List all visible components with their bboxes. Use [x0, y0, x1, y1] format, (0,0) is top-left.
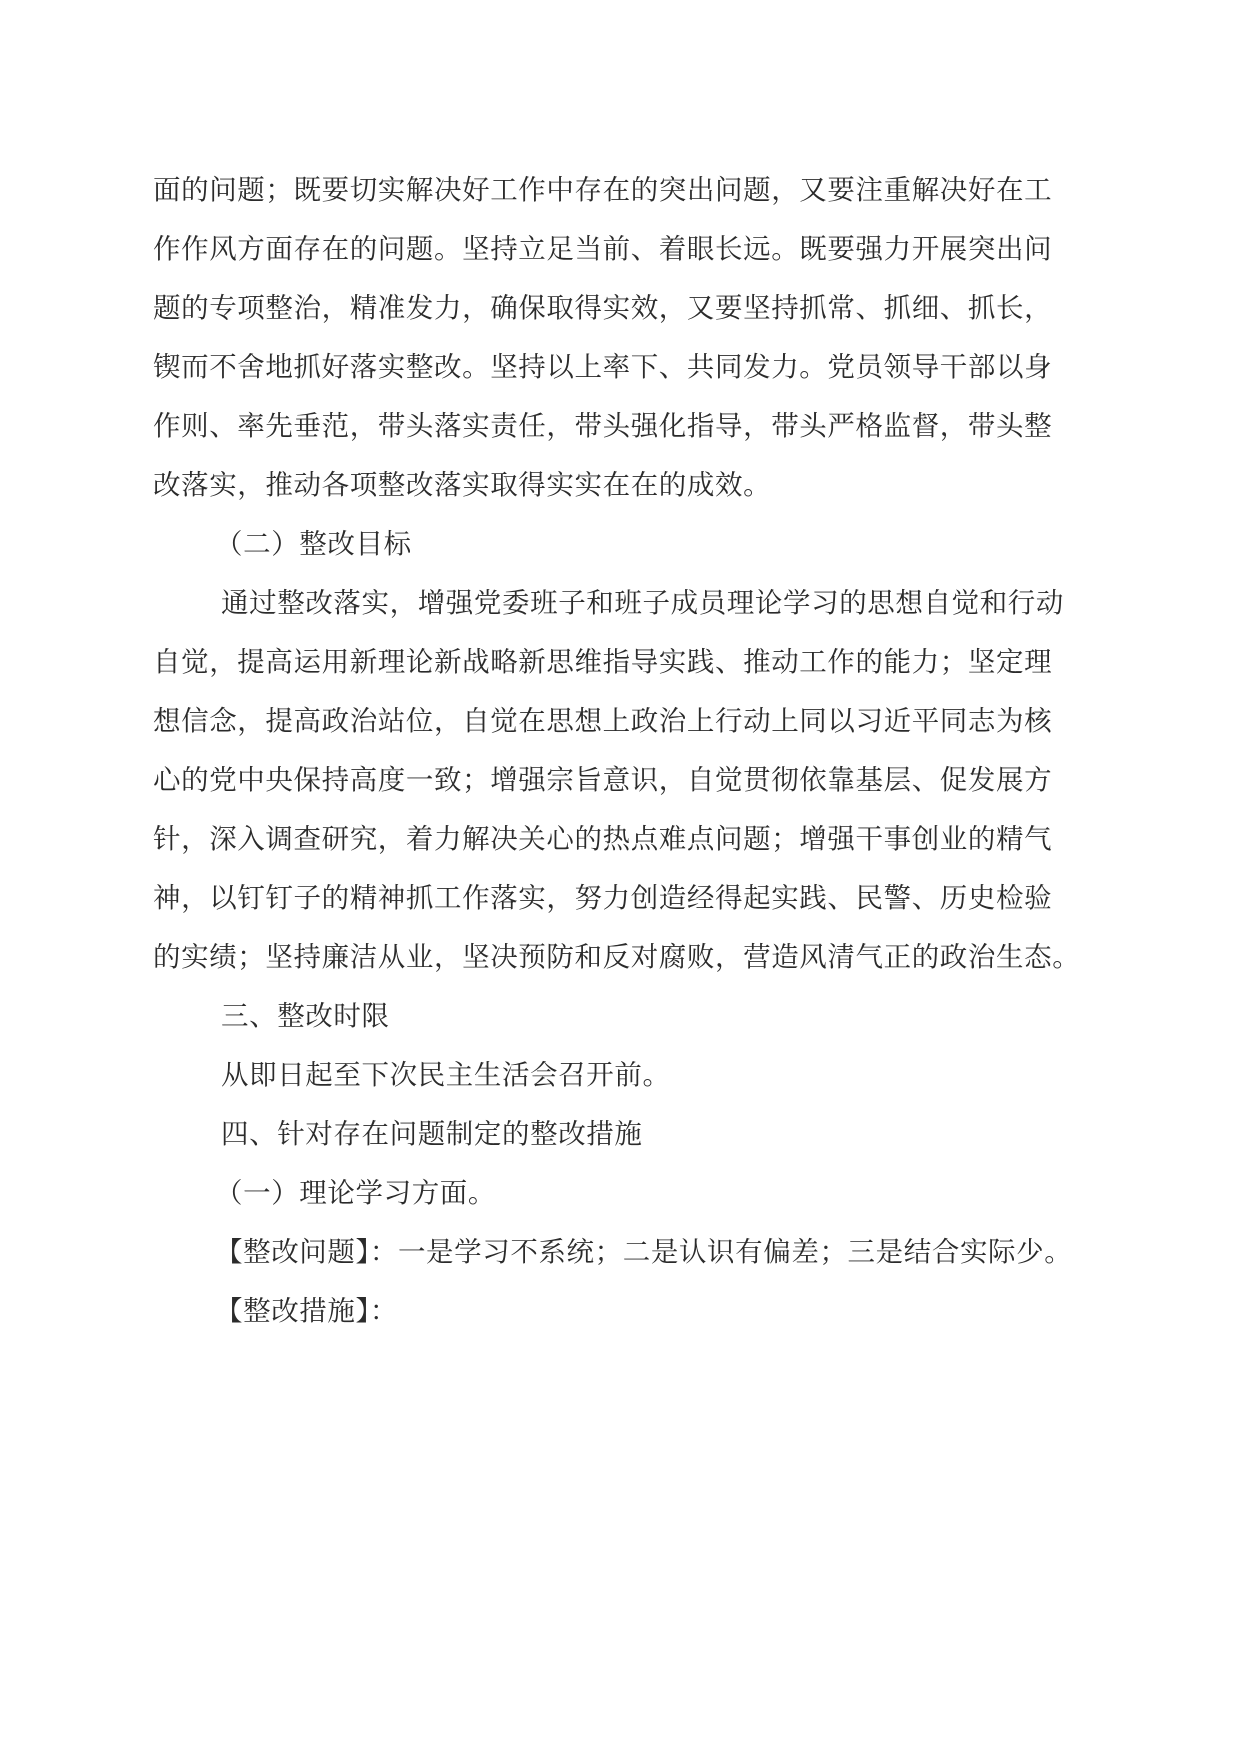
paragraph-2-line-2: 自觉，提高运用新理论新战略新思维指导实践、推动工作的能力；坚定理 — [153, 646, 1053, 678]
section-heading-measures: 四、针对存在问题制定的整改措施 — [221, 1118, 643, 1150]
paragraph-1-line-1: 面的问题；既要切实解决好工作中存在的突出问题，又要注重解决好在工 — [153, 174, 1053, 206]
paragraph-2-line-4: 心的党中央保持高度一致；增强宗旨意识，自觉贯彻依靠基层、促发展方 — [153, 764, 1053, 796]
subsection-heading-theory: （一）理论学习方面。 — [215, 1177, 496, 1209]
section-heading-targets: （二）整改目标 — [215, 528, 412, 560]
issue-line: 【整改问题】：一是学习不系统；二是认识有偏差；三是结合实际少。 — [215, 1236, 1073, 1268]
paragraph-1-line-2: 作作风方面存在的问题。坚持立足当前、着眼长远。既要强力开展突出问 — [153, 233, 1053, 265]
paragraph-2-line-3: 想信念，提高政治站位，自觉在思想上政治上行动上同以习近平同志为核 — [153, 705, 1053, 737]
paragraph-1-line-3: 题的专项整治，精准发力，确保取得实效，又要坚持抓常、抓细、抓长， — [153, 292, 1053, 324]
paragraph-1-line-6: 改落实，推动各项整改落实取得实实在在的成效。 — [153, 469, 772, 501]
measure-line: 【整改措施】： — [215, 1295, 398, 1327]
paragraph-2-line-1: 通过整改落实，增强党委班子和班子成员理论学习的思想自觉和行动 — [221, 587, 1064, 619]
paragraph-2-line-7: 的实绩；坚持廉洁从业，坚决预防和反对腐败，营造风清气正的政治生态。 — [153, 941, 1081, 973]
paragraph-1-line-5: 作则、率先垂范，带头落实责任，带头强化指导，带头严格监督，带头整 — [153, 410, 1053, 442]
paragraph-1-line-4: 锲而不舍地抓好落实整改。坚持以上率下、共同发力。党员领导干部以身 — [153, 351, 1053, 383]
section-heading-deadline: 三、整改时限 — [221, 1000, 390, 1032]
paragraph-2-line-5: 针，深入调查研究，着力解决关心的热点难点问题；增强干事创业的精气 — [153, 823, 1053, 855]
paragraph-deadline-text: 从即日起至下次民主生活会召开前。 — [221, 1059, 671, 1091]
paragraph-2-line-6: 神，以钉钉子的精神抓工作落实，努力创造经得起实践、民警、历史检验 — [153, 882, 1053, 914]
